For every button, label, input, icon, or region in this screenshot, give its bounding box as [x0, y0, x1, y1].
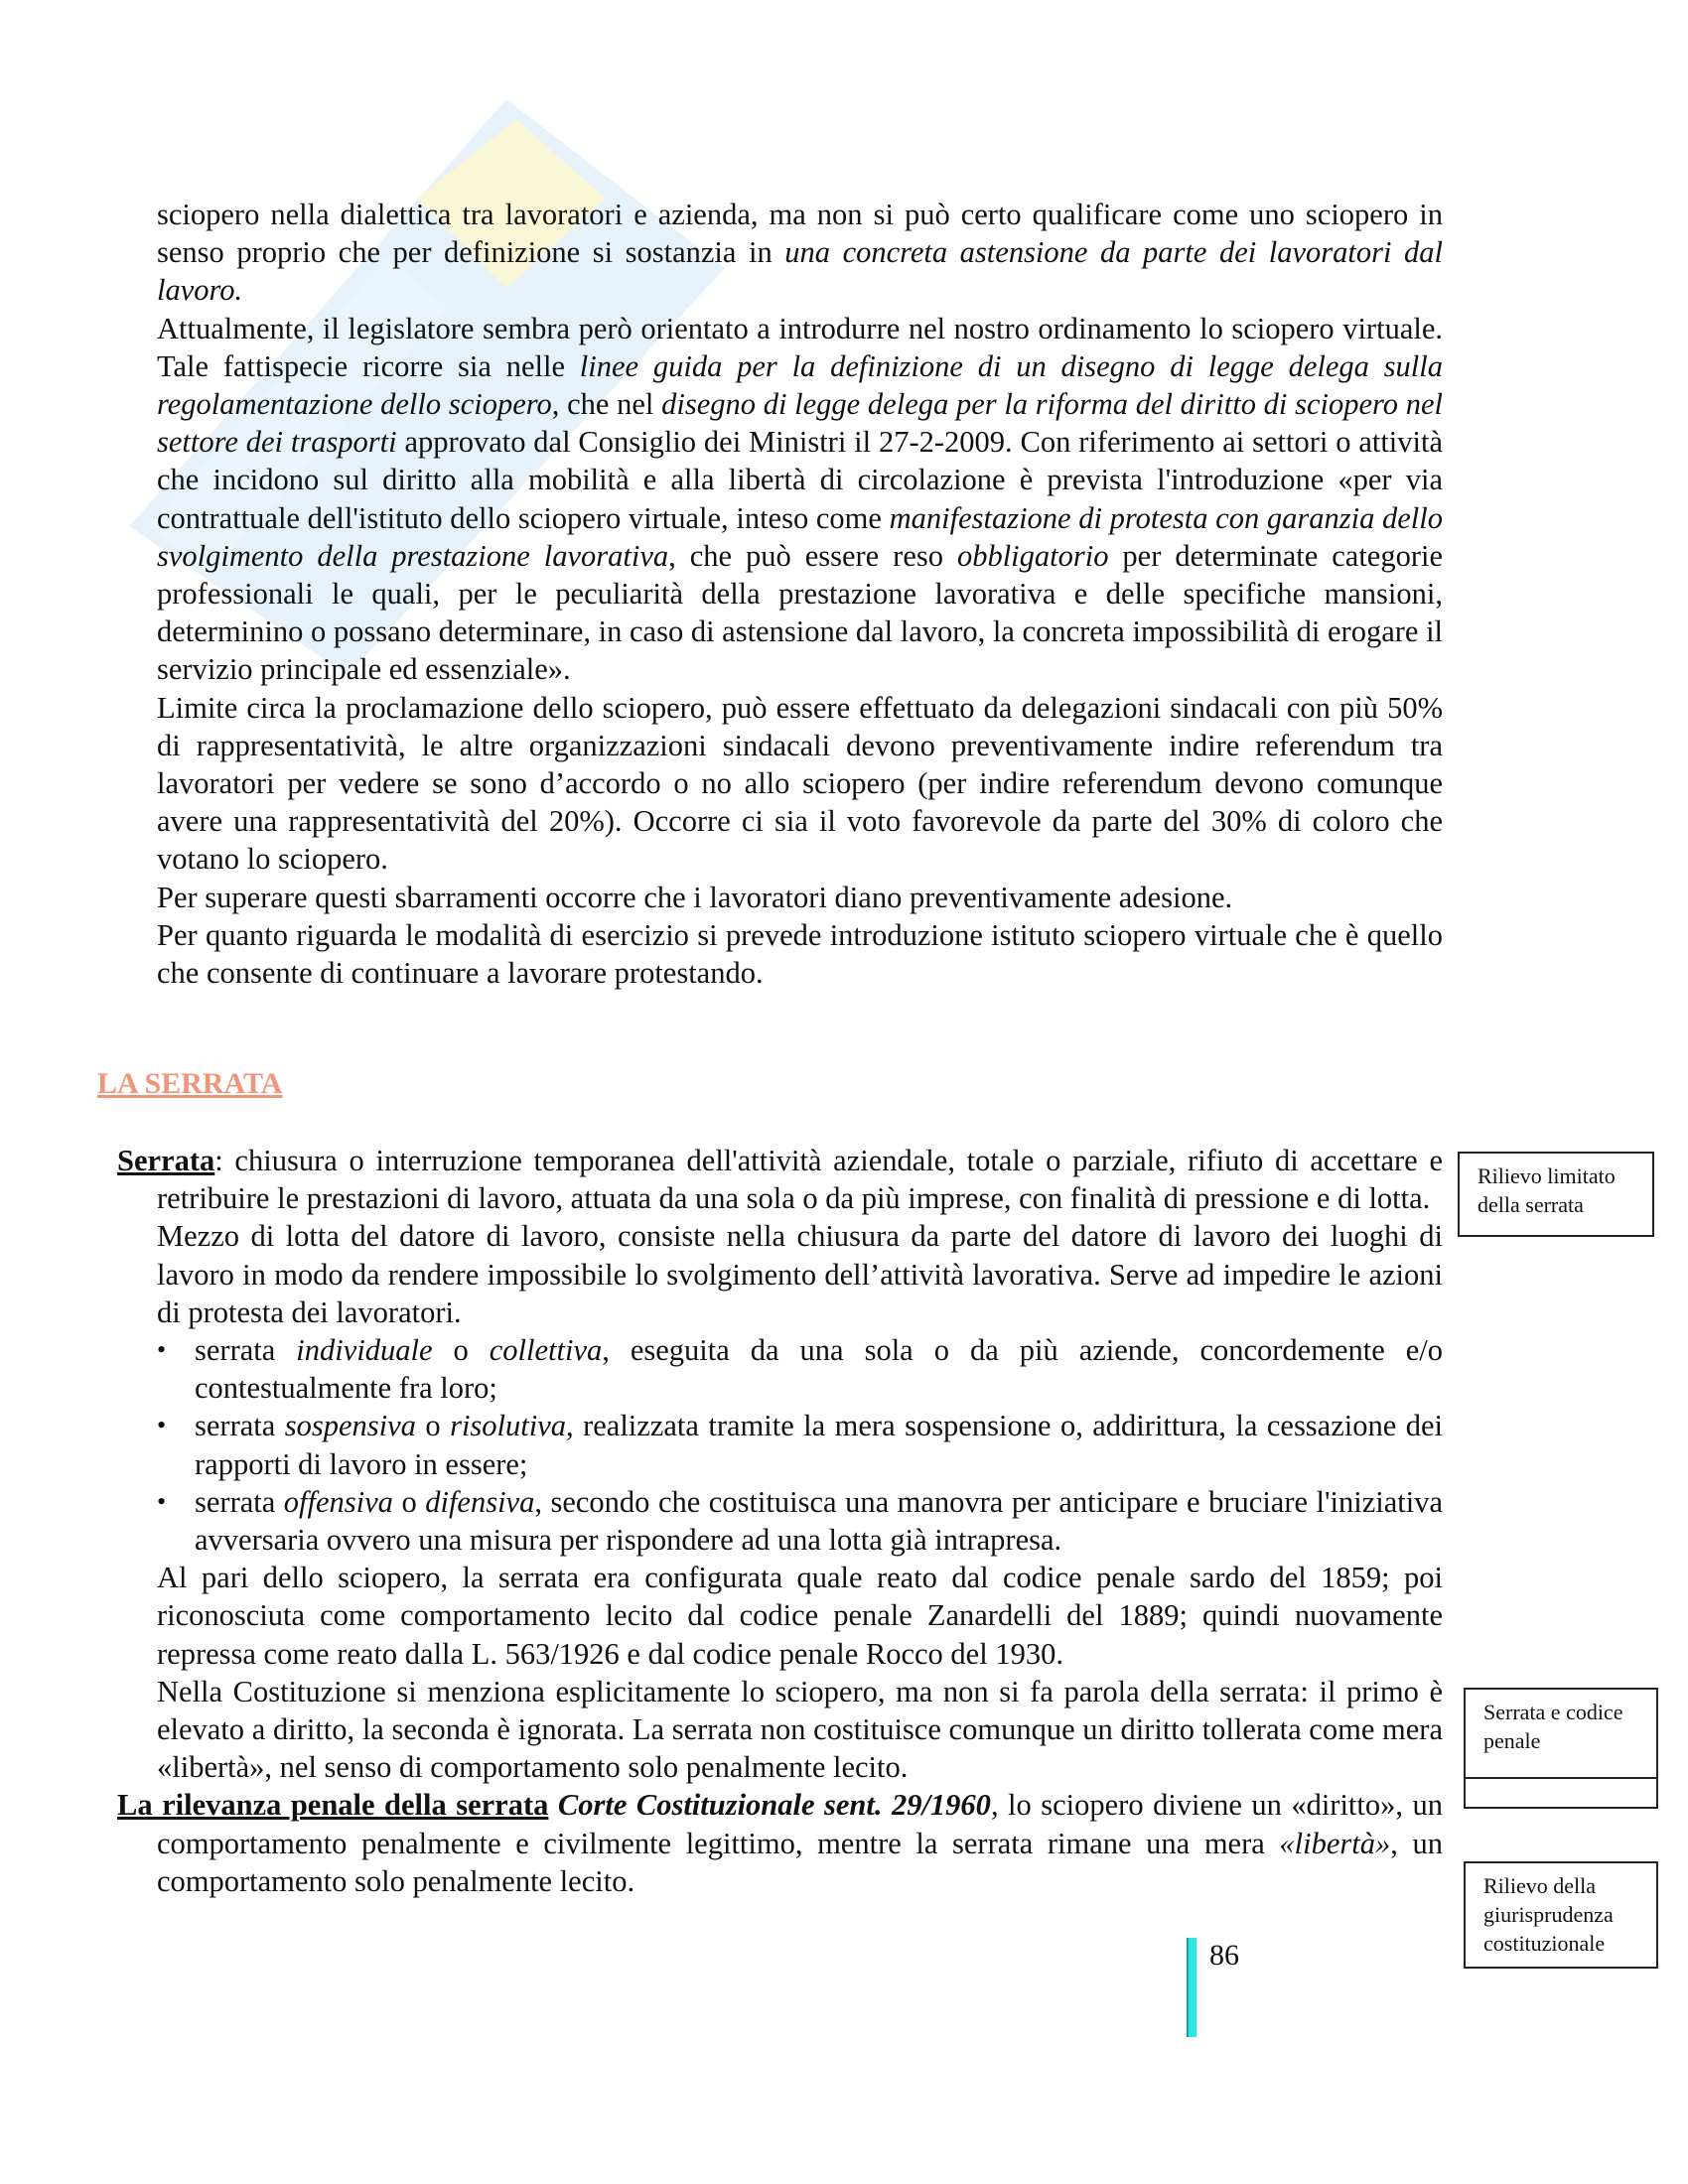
list-item: • serrata sospensiva o risolutiva, realizzata tramite la mera sospensione o, addirittura, la cessazione dei rapporti di lavoro in essere; — [195, 1407, 1443, 1482]
paragraph-costituzione: Nella Costituzione si menziona esplicitamente lo sciopero, ma non si fa parola della serrata: il primo è elevato a diritto, la seconda è ignorata. La serrata non costituisce comunque un diritto tollerata come mera «libertà», nel senso di comportamento solo penalmente lecito. — [157, 1674, 1443, 1785]
side-note-box-tail — [1464, 1779, 1658, 1809]
paragraph-serrata-definition: Serrata: chiusura o interruzione temporanea dell'attività aziendale, totale o parziale, rifiuto di accettare e retribuire le prestazioni di lavoro, attuata da una sola o da più imprese, con finalità di pressione e di lotta. — [117, 1144, 1443, 1216]
paragraph-mezzo-di-lotta: Mezzo di lotta del datore di lavoro, consiste nella chiusura da parte del datore di lavoro dei luoghi di lavoro in modo da rendere impossibile lo svolgimento dell’attività lavorativa. Serve ad impedire le azioni di protesta dei lavoratori. — [157, 1219, 1443, 1329]
paragraph-rilevanza-penale: La rilevanza penale della serrata Corte Costituzionale sent. 29/1960, lo sciopero diviene un «diritto», un comportamento penalmente e civilmente legittimo, mentre la serrata rimane una mera «libertà», un comportamento solo penalmente lecito. — [117, 1788, 1443, 1898]
paragraph-sciopero-virtual-intro: sciopero nella dialettica tra lavoratori e azienda, ma non si può certo qualificare come uno sciopero in senso proprio che per definizione si sostanzia in una concreta astensione da parte dei lavoratori dal lavoro. — [157, 198, 1443, 308]
paragraph-limite: Limite circa la proclamazione dello sciopero, può essere effettuato da delegazioni sindacali con più 50% di rappresentatività, le altre organizzazioni sindacali devono preventivamente indire referendum tra lavoratori per vedere se sono d’accordo o no allo sciopero (per indire referendum devono comunque avere una rappresentatività del 20%). Occorre ci sia il voto favorevole da parte del 30% di coloro che votano lo sciopero. — [157, 690, 1443, 877]
page-number-bar — [1187, 1938, 1196, 2037]
list-item: • serrata offensiva o difensiva, secondo che costituisca una manovra per anticipare e bruciare l'iniziativa avversaria ovvero una misura per rispondere ad una lotta già intrapresa. — [195, 1483, 1443, 1559]
paragraph-sbarramenti: Per superare questi sbarramenti occorre che i lavoratori diano preventivamente adesione. — [157, 880, 1233, 914]
side-note-rilievo-limitato: Rilievo limitato della serrata — [1458, 1152, 1654, 1237]
section-heading: LA SERRATA — [97, 1067, 283, 1100]
term-serrata: Serrata — [117, 1144, 215, 1177]
page-number: 86 — [1209, 1939, 1239, 1972]
side-note-giurisprudenza: Rilievo della giurisprudenza costituzionale — [1464, 1861, 1658, 1969]
side-note-codice-penale: Serrata e codice penale — [1464, 1688, 1658, 1779]
paragraph-legislatore: Attualmente, il legislatore sembra però orientato a introdurre nel nostro ordinamento lo sciopero virtuale. Tale fattispecie ricorre sia nelle linee guida per la definizione di un disegno di legge delega sulla regolamentazione dello sciopero, che nel disegno di legge delega per la riforma del diritto di sciopero nel settore dei trasporti approvato dal Consiglio dei Ministri il 27-2-2009. Con riferimento ai settori o attività che incidono sul diritto alla mobilità e alla libertà di circolazione è prevista l'introduzione «per via contrattuale dell'istituto dello sciopero virtuale, inteso come manifestazione di protesta con garanzia dello svolgimento della prestazione lavorativa, che può essere reso obbligatorio per determinate categorie professionali le quali, per le peculiarità della prestazione lavorativa e delle specifiche mansioni, determinino o possano determinare, in caso di astensione dal lavoro, la concreta impossibilità di erogare il servizio principale ed essenziale». — [157, 311, 1444, 687]
serrata-types-list — [117, 1331, 1443, 1559]
list-item: • serrata individuale o collettiva, eseguita da una sola o da più aziende, concordemente e/o contestualmente fra loro; — [195, 1331, 1443, 1407]
paragraph-storia-serrata: Al pari dello sciopero, la serrata era configurata quale reato dal codice penale sardo del 1859; poi riconosciuta come comportamento lecito dal codice penale Zanardelli del 1889; quindi nuovamente repressa come reato dalla L. 563/1926 e dal codice penale Rocco del 1930. — [157, 1561, 1443, 1671]
term-rilevanza-penale: La rilevanza penale della serrata — [117, 1788, 549, 1823]
body-text-top — [157, 196, 1443, 992]
paragraph-modalita: Per quanto riguarda le modalità di esercizio si prevede introduzione istituto sciopero virtuale che è quello che consente di continuare a lavorare protestando. — [157, 917, 1443, 991]
body-text-serrata — [117, 1142, 1443, 1900]
